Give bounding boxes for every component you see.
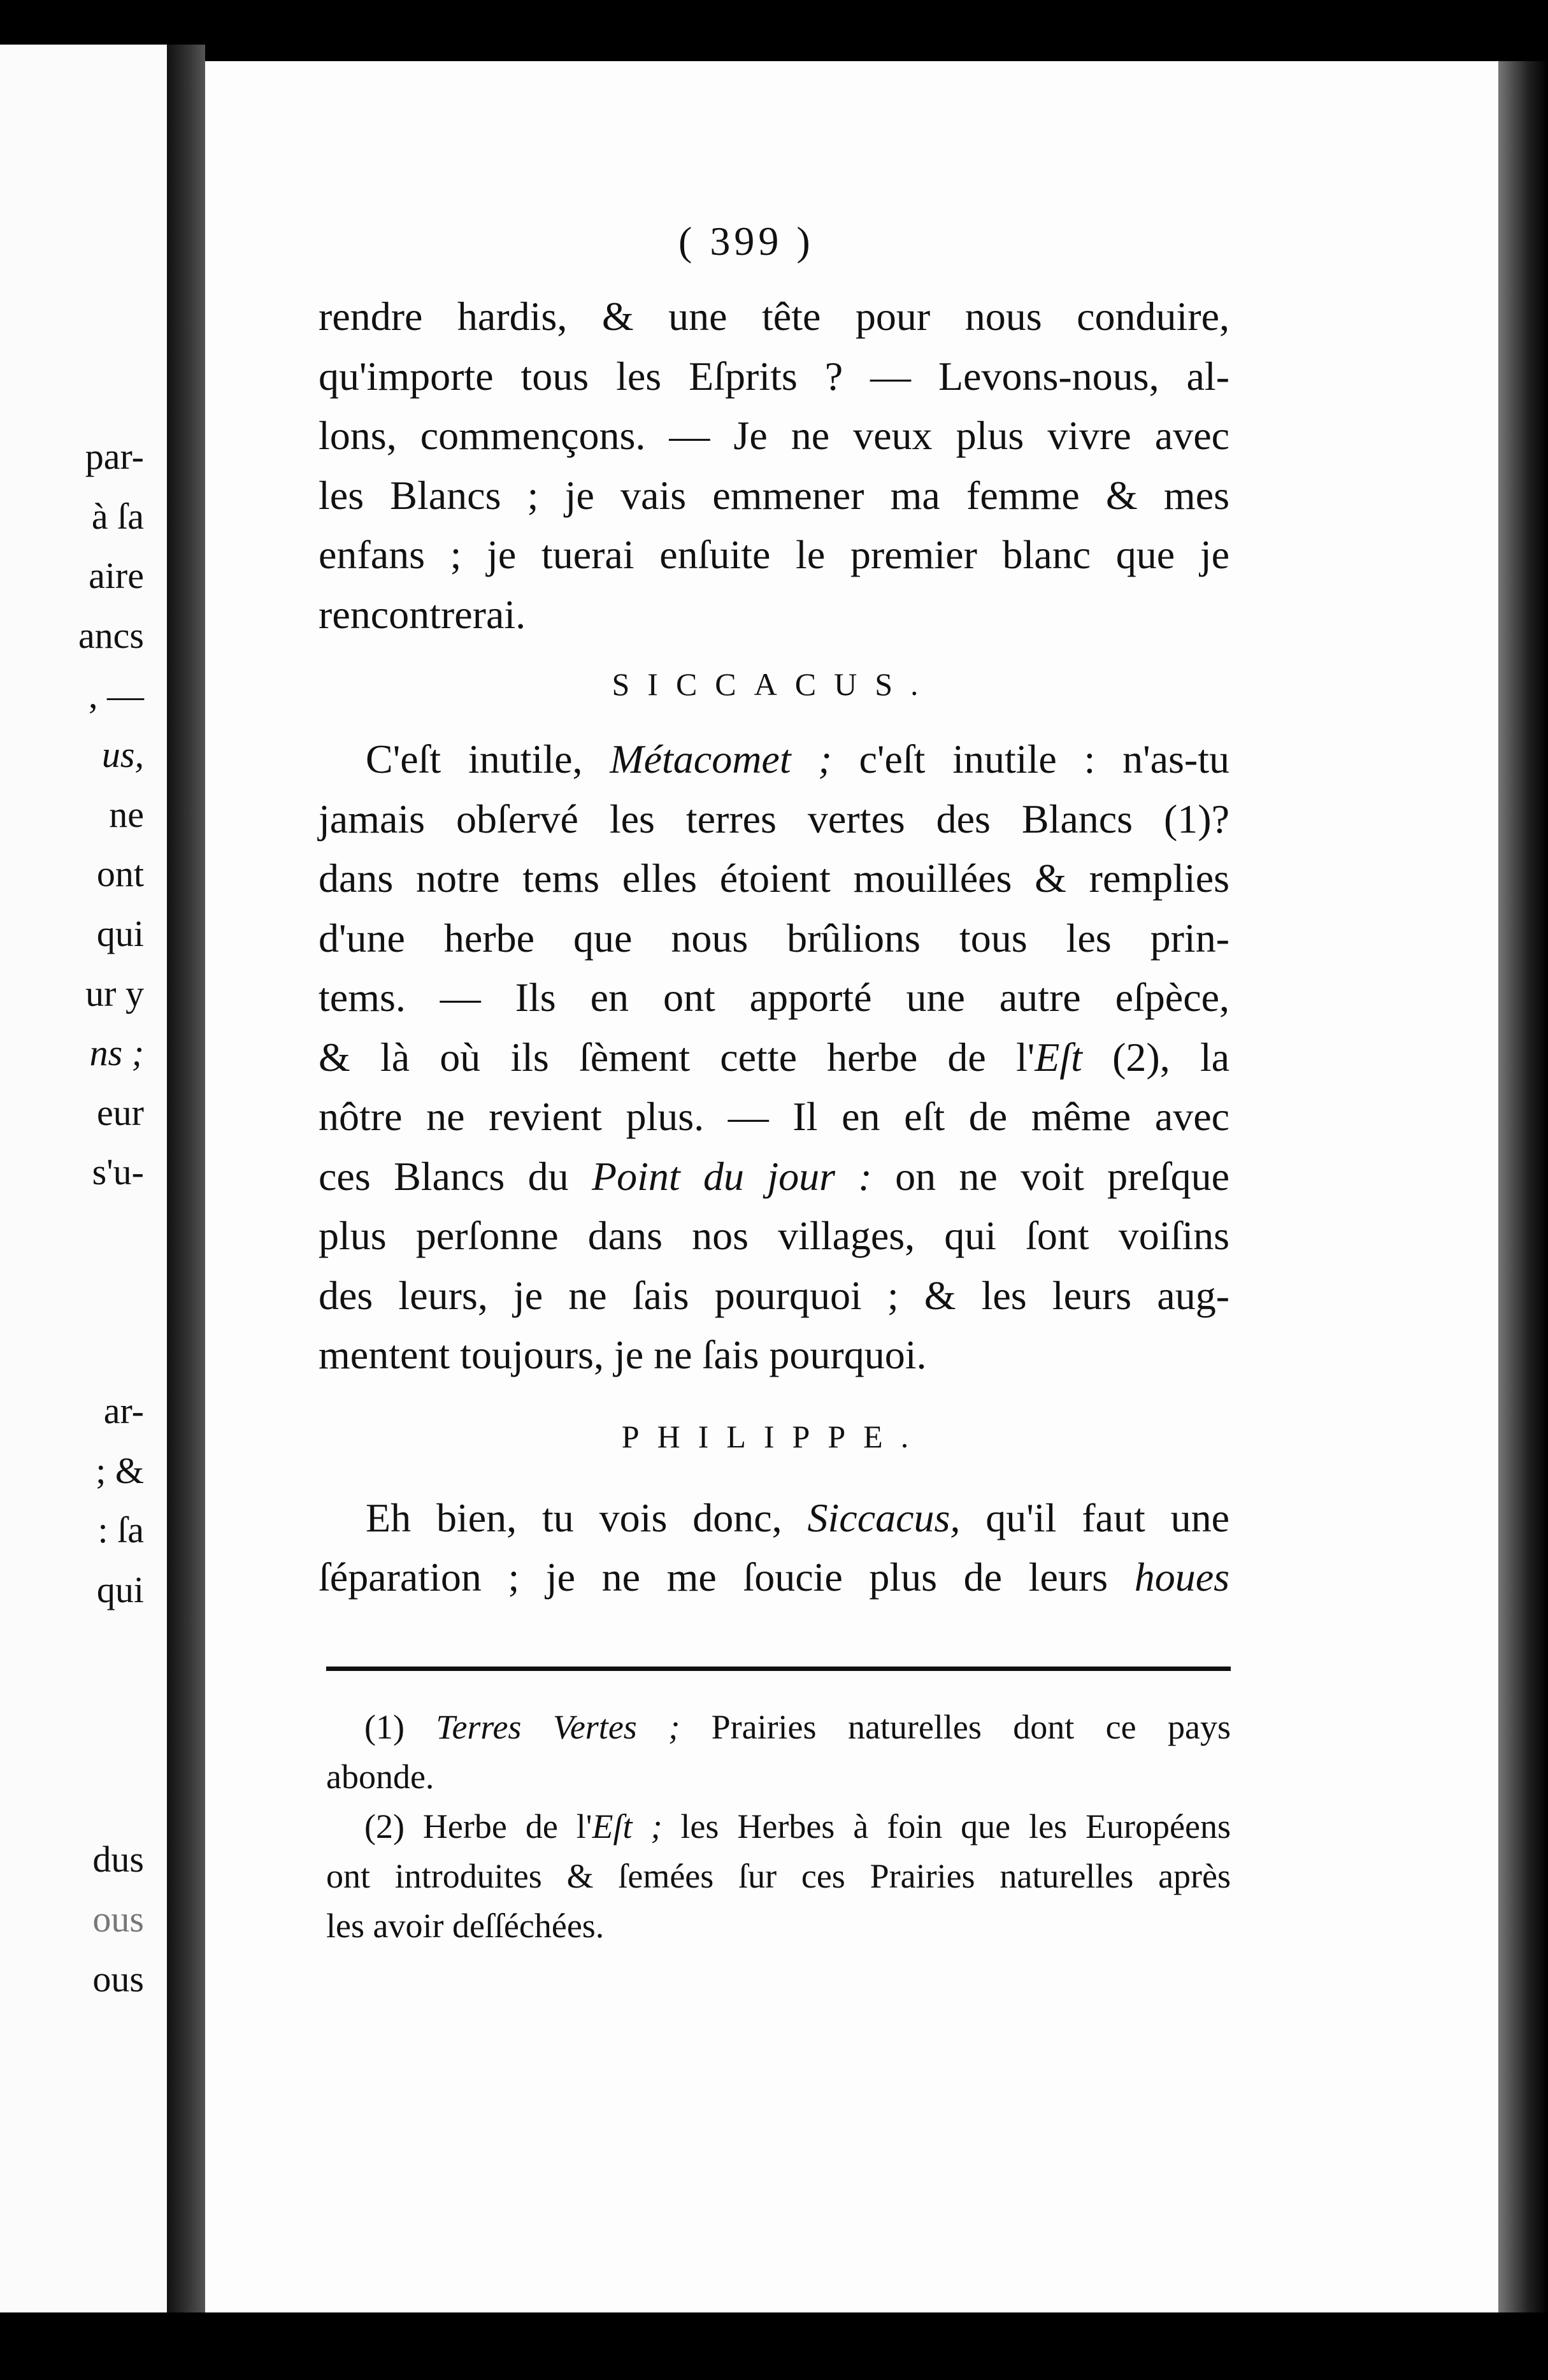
text-line: dans notre tems elles étoient mouillées & remplies xyxy=(319,856,1229,901)
page-edge-shadow xyxy=(1498,61,1548,2312)
opening-paragraph xyxy=(319,287,1229,644)
page-number: ( 399 ) xyxy=(678,219,814,264)
text-line: qu'importe tous les Eſprits ? — Levons-nous, al- xyxy=(319,353,1229,399)
facing-fragment: ne xyxy=(109,794,144,835)
text-line: nôtre ne revient plus. — Il en eſt de même avec xyxy=(319,1094,1229,1139)
facing-fragment: : ſa xyxy=(97,1509,144,1551)
text-line: d'une herbe que nous brûlions tous les prin- xyxy=(319,915,1229,961)
footnote-line: ont introduites & ſemées ſur ces Prairies naturelles après xyxy=(326,1857,1231,1895)
text-line: rendre hardis, & une tête pour nous conduire, xyxy=(319,294,1229,339)
text-line: & là où ils ſèment cette herbe de l'Eſt (2), la xyxy=(319,1034,1230,1080)
philippe-paragraph xyxy=(319,1488,1229,1607)
main-text xyxy=(319,287,1229,1607)
facing-fragment: par- xyxy=(85,436,144,477)
facing-fragment: ous xyxy=(92,1898,144,1940)
text-line: des leurs, je ne ſais pourquoi ; & les leurs aug- xyxy=(319,1272,1229,1318)
facing-fragment: us, xyxy=(101,734,144,775)
facing-fragment: aire xyxy=(89,555,144,596)
footnote-rule xyxy=(326,1667,1231,1671)
facing-fragment: ancs xyxy=(78,615,144,656)
facing-fragment: ont xyxy=(96,853,144,894)
text-line: plus perſonne dans nos villages, qui ſont voiſins xyxy=(319,1213,1229,1258)
text-line: lons, commençons. — Je ne veux plus vivre avec xyxy=(319,413,1229,458)
facing-fragment: qui xyxy=(96,913,144,954)
siccacus-paragraph xyxy=(319,729,1229,1385)
text-line: mentent toujours, je ne ſais pourquoi. xyxy=(319,1332,927,1377)
facing-fragment: s'u- xyxy=(92,1151,144,1193)
footnote-line: (1) Terres Vertes ; Prairies naturelles dont ce pays xyxy=(364,1708,1231,1746)
facing-fragment: ns ; xyxy=(89,1032,144,1073)
facing-fragment: ur y xyxy=(85,973,144,1014)
facing-fragment: , — xyxy=(89,675,144,716)
facing-page-fragment xyxy=(0,45,167,2312)
text-line: jamais obſervé les terres vertes des Blancs (1)? xyxy=(319,796,1229,842)
facing-fragment: eur xyxy=(96,1092,144,1133)
footnote-line: abonde. xyxy=(326,1758,434,1796)
facing-fragment: dus xyxy=(92,1839,144,1880)
text-line: C'eſt inutile, Métacomet ; c'eſt inutile : n'as-tu xyxy=(366,736,1230,782)
speaker-heading-philippe: PHILIPPE. xyxy=(621,1418,927,1454)
facing-fragment: qui xyxy=(96,1569,144,1610)
text-line: enfans ; je tuerai enſuite le premier blanc que je xyxy=(319,532,1229,577)
footnote-2 xyxy=(326,1802,1231,1951)
facing-fragment: ar- xyxy=(103,1390,144,1431)
book-gutter xyxy=(167,45,205,2312)
footnotes xyxy=(326,1702,1231,1951)
text-line: ces Blancs du Point du jour : on ne voit preſque xyxy=(319,1153,1230,1199)
text-line: ſéparation ; je ne me ſoucie plus de leurs houes xyxy=(319,1554,1229,1600)
footnote-line: les avoir deſſéchées. xyxy=(326,1907,605,1945)
facing-fragment: ; & xyxy=(96,1450,144,1491)
text-line: les Blancs ; je vais emmener ma femme & mes xyxy=(319,472,1229,518)
footnote-1 xyxy=(326,1702,1231,1802)
text-line: tems. — Ils en ont apporté une autre eſpèce, xyxy=(319,975,1229,1020)
footnote-line: (2) Herbe de l'Eſt ; les Herbes à foin que les Européens xyxy=(364,1807,1231,1846)
facing-fragment: à ſa xyxy=(91,496,144,537)
text-line: Eh bien, tu vois donc, Siccacus, qu'il faut une xyxy=(366,1495,1230,1540)
facing-fragment: ous xyxy=(92,1958,144,2000)
text-line: rencontrerai. xyxy=(319,591,526,637)
speaker-heading-siccacus: SICCACUS. xyxy=(612,666,936,702)
